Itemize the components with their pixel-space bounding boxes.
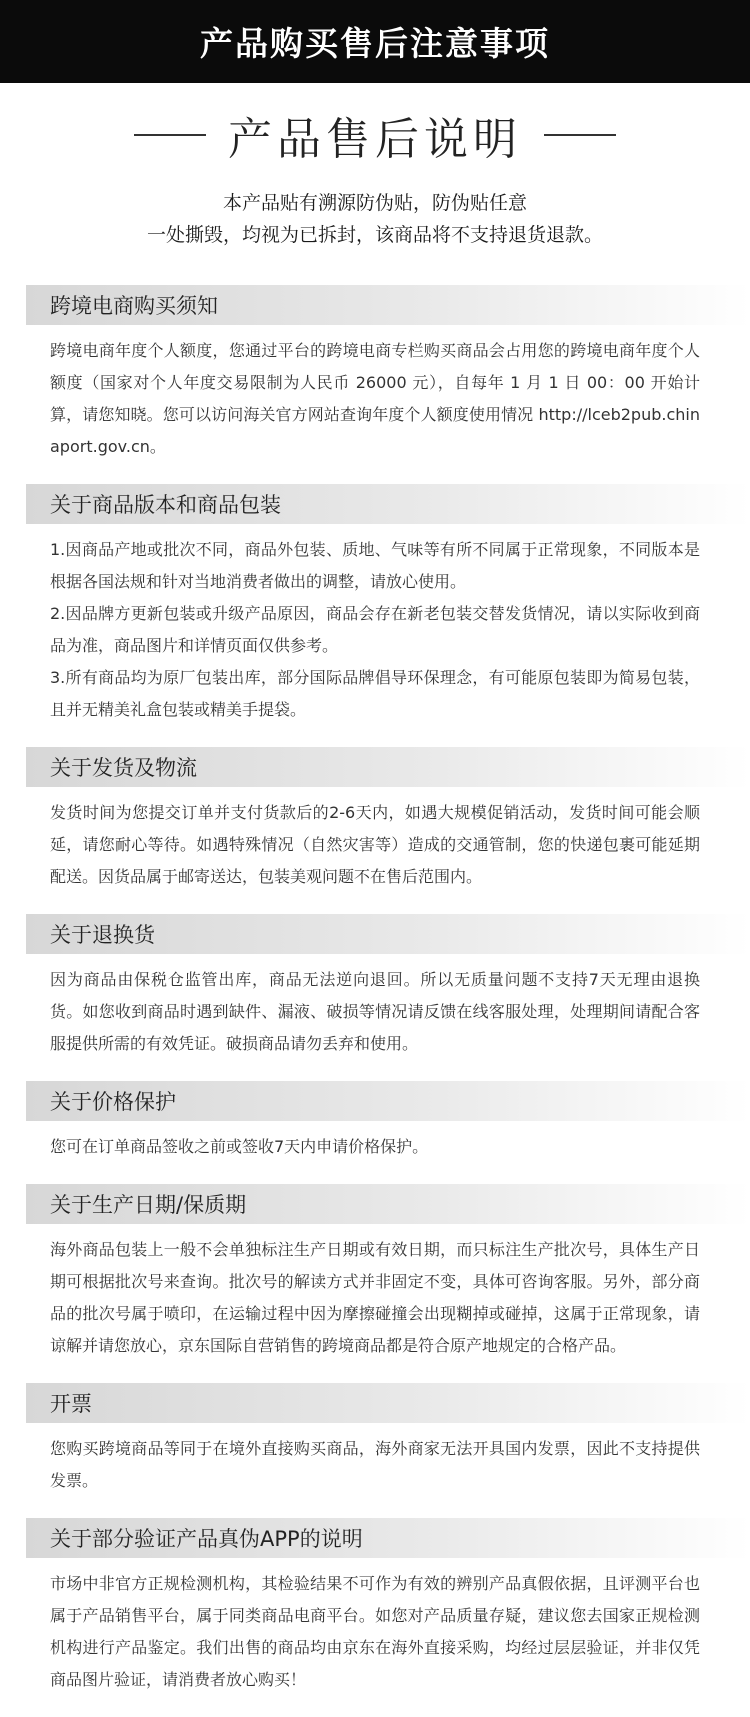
section-body [0, 787, 750, 899]
section-header [26, 484, 750, 524]
section-header [26, 1184, 750, 1224]
section-paragraph: 您可在订单商品签收之前或签收7天内申请价格保护。 [50, 1137, 429, 1156]
top-banner [0, 0, 750, 83]
section-paragraph: 2.因品牌方更新包装或升级产品原因，商品会存在新老包装交替发货情况，请以实际收到商品为准，商品图片和详情页面仅供参考。 [50, 604, 700, 655]
sections-list [0, 285, 750, 1702]
section-title: 关于生产日期/保质期 [50, 1193, 247, 1217]
section-header [26, 1081, 750, 1121]
section-title: 跨境电商购买须知 [50, 294, 218, 318]
section-header [26, 1383, 750, 1423]
section-title: 关于价格保护 [50, 1090, 176, 1114]
section-body [0, 954, 750, 1066]
section-body [0, 1423, 750, 1503]
section-version-packaging [0, 484, 750, 732]
section-body [0, 1558, 750, 1702]
notice-line: 本产品贴有溯源防伪贴，防伪贴任意 [222, 192, 527, 214]
section-authenticity-app [0, 1518, 750, 1702]
section-paragraph: 市场中非官方正规检测机构，其检验结果不可作为有效的辨别产品真假依据，且评测平台也属于产品销售平台，属于同类商品电商平台。如您对产品质量存疑，建议您去国家正规检测机构进行产品鉴定。我们出售的商品均由京东在海外直接采购，均经过层层验证，并非仅凭商品图片验证，请消费者放心购买！ [50, 1574, 700, 1689]
section-shipping-logistics [0, 747, 750, 899]
section-title: 关于发货及物流 [50, 756, 197, 780]
section-paragraph: 跨境电商年度个人额度，您通过平台的跨境电商专栏购买商品会占用您的跨境电商年度个人额度（国家对个人年度交易限制为人民币 26000 元），自每年 1 月 1 日 00：00 开始计算，请您知晓。您可以访问海关官方网站查询年度个人额度使用情况 http://lceb2pub.chinaport.gov.cn。 [50, 341, 700, 456]
section-paragraph: 您购买跨境商品等同于在境外直接购买商品，海外商家无法开具国内发票，因此不支持提供发票。 [50, 1439, 700, 1490]
banner-title: 产品购买售后注意事项 [200, 24, 550, 63]
section-title: 关于部分验证产品真伪APP的说明 [50, 1527, 363, 1551]
section-header [26, 914, 750, 954]
notice-line: 一处撕毁，均视为已拆封，该商品将不支持退货退款。 [146, 224, 603, 246]
section-title: 开票 [50, 1392, 92, 1416]
anti-counterfeit-notice [0, 187, 750, 251]
section-body [0, 325, 750, 469]
section-title: 关于退换货 [50, 923, 155, 947]
section-paragraph: 因为商品由保税仓监管出库，商品无法逆向退回。所以无质量问题不支持7天无理由退换货。如您收到商品时遇到缺件、漏液、破损等情况请反馈在线客服处理，处理期间请配合客服提供所需的有效凭证。破损商品请勿丢弃和使用。 [50, 970, 700, 1053]
section-invoice [0, 1383, 750, 1503]
page-title: 产品售后说明 [228, 114, 522, 165]
section-paragraph: 1.因商品产地或批次不同，商品外包装、质地、气味等有所不同属于正常现象，不同版本是根据各国法规和针对当地消费者做出的调整，请放心使用。 [50, 540, 700, 591]
section-body [0, 1224, 750, 1368]
section-cross-border-purchase [0, 285, 750, 469]
section-production-date-shelf-life [0, 1184, 750, 1368]
section-paragraph: 发货时间为您提交订单并支付货款后的2-6天内，如遇大规模促销活动，发货时间可能会顺延，请您耐心等待。如遇特殊情况（自然灾害等）造成的交通管制，您的快递包裹可能延期配送。因货品属于邮寄送达，包装美观问题不在售后范围内。 [50, 803, 700, 886]
section-header [26, 285, 750, 325]
section-paragraph: 3.所有商品均为原厂包装出库，部分国际品牌倡导环保理念，有可能原包装即为简易包装，且并无精美礼盒包装或精美手提袋。 [50, 668, 700, 719]
section-title: 关于商品版本和商品包装 [50, 493, 281, 517]
page-heading [0, 85, 750, 185]
section-returns-exchanges [0, 914, 750, 1066]
section-header [26, 747, 750, 787]
section-body [0, 524, 750, 732]
section-paragraph: 海外商品包装上一般不会单独标注生产日期或有效日期，而只标注生产批次号，具体生产日期可根据批次号来查询。批次号的解读方式并非固定不变，具体可咨询客服。另外，部分商品的批次号属于喷印，在运输过程中因为摩擦碰撞会出现糊掉或碰掉，这属于正常现象，请谅解并请您放心，京东国际自营销售的跨境商品都是符合原产地规定的合格产品。 [50, 1240, 700, 1355]
heading-rule-right [544, 134, 616, 136]
section-body [0, 1121, 750, 1169]
section-header [26, 1518, 750, 1558]
section-price-protection [0, 1081, 750, 1169]
heading-rule-left [134, 134, 206, 136]
